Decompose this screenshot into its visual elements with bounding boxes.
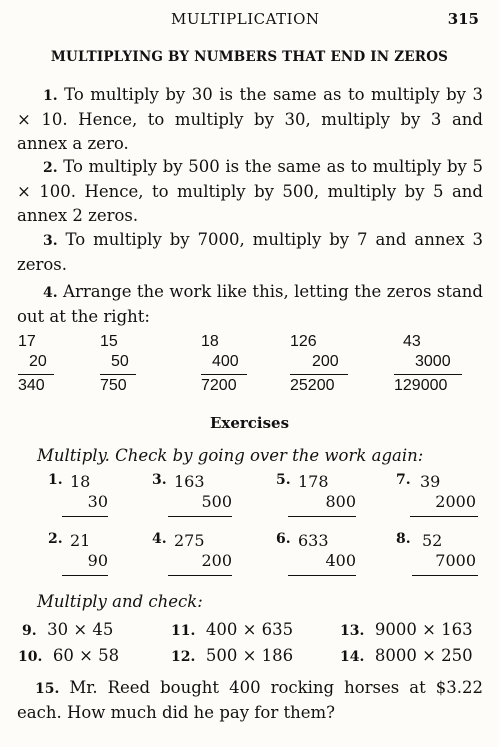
example-multiplier: 20: [29, 353, 47, 370]
problem-multiplier: 7000: [435, 551, 476, 570]
problem-expression: 30 × 45: [47, 620, 114, 639]
horizontal-problems-row: [18, 646, 484, 668]
problem-multiplicand: 39: [420, 472, 441, 491]
paragraph-2: [17, 155, 483, 228]
page-number: 315: [447, 10, 479, 28]
example-multiplicand: 18: [201, 333, 219, 350]
problem-rule: [288, 516, 356, 517]
example-multiplicand: 15: [100, 333, 118, 350]
horizontal-problem: [171, 646, 293, 665]
paragraph-text: To multiply by 7000, multiply by 7 and annex 3 zeros.: [17, 230, 483, 274]
example-product: 340: [18, 377, 45, 394]
problem-number: 14.: [340, 649, 365, 665]
example-multiplier: 200: [312, 353, 339, 370]
problem-multiplicand: 18: [70, 472, 91, 491]
problem-expression: 9000 × 163: [374, 620, 473, 639]
exercises-title: Exercises: [209, 414, 290, 432]
paragraph-text: To multiply by 30 is the same as to multiply by 3 × 10. Hence, to multiply by 30, multiply by 3 and annex a zero.: [17, 85, 483, 153]
problem-multiplier: 200: [201, 551, 232, 570]
problem-number: 8.: [396, 531, 411, 547]
problem-multiplicand: 178: [298, 472, 329, 491]
problem-number: 5.: [276, 472, 291, 488]
paragraph-4: [17, 280, 483, 329]
problem-number: 12.: [171, 649, 196, 665]
horizontal-problem: [340, 646, 473, 665]
example-multiplier: 400: [212, 353, 239, 370]
word-problem: [17, 676, 483, 725]
problem-rule: [168, 516, 232, 517]
horizontal-problems-row: [22, 620, 484, 642]
horizontal-problem: [171, 620, 293, 639]
problem-rule: [410, 516, 478, 517]
page-header: [0, 10, 499, 30]
problem-rule: [62, 575, 108, 576]
horizontal-problem: [18, 646, 119, 665]
problem-number: 9.: [22, 623, 37, 639]
problem-multiplicand: 21: [70, 531, 91, 550]
problem-number: 6.: [276, 531, 291, 547]
example-product: 7200: [201, 377, 237, 394]
problem-number: 7.: [396, 472, 411, 488]
paragraph-number: 4.: [43, 285, 58, 301]
problem-multiplicand: 52: [422, 531, 443, 550]
running-title: MULTIPLICATION: [171, 10, 320, 28]
example-multiplier: 3000: [415, 353, 451, 370]
problem-multiplicand: 633: [298, 531, 329, 550]
example-product: 25200: [290, 377, 335, 394]
problem-number: 13.: [340, 623, 365, 639]
problem-multiplicand: 275: [174, 531, 205, 550]
problem-multiplier: 400: [325, 551, 356, 570]
problem-multiplier: 90: [87, 551, 108, 570]
problem-rule: [412, 575, 478, 576]
paragraph-3: [17, 228, 483, 277]
example-multiplicand: 126: [290, 333, 317, 350]
problem-expression: 60 × 58: [52, 646, 120, 665]
example-rule: [18, 374, 54, 375]
problem-expression: 8000 × 250: [374, 646, 473, 665]
problem-multiplicand: 163: [174, 472, 205, 491]
instruction-multiply-check: Multiply. Check by going over the work again:: [37, 446, 424, 465]
example-product: 750: [100, 377, 127, 394]
paragraph-number: 1.: [43, 88, 58, 104]
paragraph-text: Mr. Reed bought 400 rocking horses at $3.22 each. How much did he pay for them?: [17, 678, 483, 722]
example-multiplier: 50: [111, 353, 129, 370]
example-multiplicand: 17: [18, 333, 36, 350]
paragraph-text: To multiply by 500 is the same as to multiply by 5 × 100. Hence, to multiply by 500, multiply by 5 and annex 2 zeros.: [17, 157, 483, 225]
example-product: 129000: [394, 377, 448, 394]
problem-multiplier: 500: [201, 492, 232, 511]
problem-rule: [288, 575, 356, 576]
problem-number: 11.: [171, 623, 196, 639]
example-rule: [100, 374, 136, 375]
problem-multiplier: 30: [87, 492, 108, 511]
problem-rule: [168, 575, 232, 576]
instruction-multiply-and-check: Multiply and check:: [37, 592, 203, 611]
horizontal-problem: [340, 620, 473, 639]
problem-number: 4.: [152, 531, 167, 547]
example-rule: [394, 374, 462, 375]
paragraph-1: [17, 83, 483, 156]
problem-number: 10.: [18, 649, 43, 665]
example-rule: [201, 374, 247, 375]
paragraph-text: Arrange the work like this, letting the zeros stand out at the right:: [17, 282, 483, 326]
problem-number: 3.: [152, 472, 167, 488]
problem-number: 2.: [48, 531, 63, 547]
section-title: MULTIPLYING BY NUMBERS THAT END IN ZEROS: [50, 49, 449, 65]
paragraph-number: 2.: [43, 160, 58, 176]
horizontal-problem: [22, 620, 113, 639]
problem-multiplier: 2000: [435, 492, 476, 511]
example-rule: [290, 374, 348, 375]
worked-examples: [18, 332, 478, 398]
problem-expression: 400 × 635: [205, 620, 294, 639]
paragraph-number: 15.: [35, 681, 60, 697]
problem-number: 1.: [48, 472, 63, 488]
problem-multiplier: 800: [325, 492, 356, 511]
example-multiplicand: 43: [403, 333, 421, 350]
paragraph-number: 3.: [43, 233, 58, 249]
problem-expression: 500 × 186: [205, 646, 294, 665]
problem-rule: [62, 516, 108, 517]
